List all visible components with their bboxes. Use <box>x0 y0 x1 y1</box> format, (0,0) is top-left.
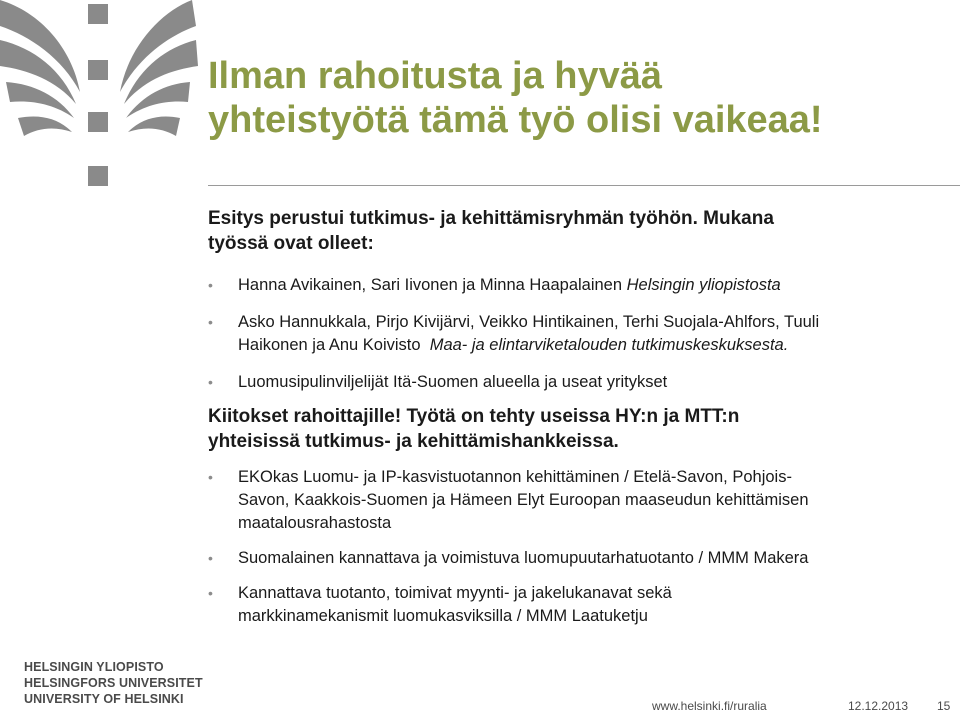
bullet-icon: • <box>208 469 213 485</box>
bullet-icon: • <box>208 277 213 293</box>
slide-title <box>208 54 948 142</box>
university-wordmark: HELSINGIN YLIOPISTO HELSINGFORS UNIVERSITET UNIVERSITY OF HELSINKI <box>24 660 203 706</box>
list-item: • Luomusipulinviljelijät Itä-Suomen alueella ja useat yritykset <box>208 371 928 394</box>
flame-logo-icon <box>0 0 200 195</box>
footer-date: 12.12.2013 <box>848 699 909 713</box>
title-divider <box>208 185 960 186</box>
section1-list <box>208 274 928 394</box>
list-item: • Kannattava tuotanto, toimivat myynti- ja jakelukanavat sekä markkinamekanismit luomukasviksilla / MMM Laatuketju <box>208 584 672 625</box>
list-item: • EKOkas Luomu- ja IP-kasvistuotannon kehittäminen / Etelä-Savon, Pohjois- Savon, Kaakkois-Suomen ja Hämeen Elyt Euroopan maaseudun kehittämisen maatalousrahastosta <box>208 468 809 532</box>
title-line: Ilman rahoitusta ja hyvää <box>208 55 663 97</box>
footer-url: www.helsinki.fi/ruralia <box>652 699 767 713</box>
section1-heading: Esitys perustui tutkimus- ja kehittämisryhmän työhön. Mukana työssä ovat olleet: <box>208 208 774 254</box>
list-item: • Asko Hannukkala, Pirjo Kivijärvi, Veikko Hintikainen, Terhi Suojala-Ahlfors, Tuuli Haikonen ja Anu Koivisto Maa- ja elintarviketalouden tutkimuskeskuksesta. <box>208 313 820 354</box>
bullet-icon: • <box>208 314 213 330</box>
section2-heading: Kiitokset rahoittajille! Työtä on tehty useissa HY:n ja MTT:n yhteisissä tutkimus- ja kehittämishankkeissa. <box>208 406 740 452</box>
list-item: • Hanna Avikainen, Sari Iivonen ja Minna Haapalainen Helsingin yliopistosta <box>208 274 928 297</box>
bullet-icon: • <box>208 550 213 566</box>
bullet-icon: • <box>208 374 213 390</box>
title-line: yhteistyötä tämä työ olisi vaikeaa! <box>208 99 823 141</box>
section2-list <box>208 466 928 628</box>
bullet-icon: • <box>208 585 213 601</box>
list-item: • Suomalainen kannattava ja voimistuva luomupuutarhatuotanto / MMM Makera <box>208 547 928 570</box>
page-number: 15 <box>937 699 951 713</box>
